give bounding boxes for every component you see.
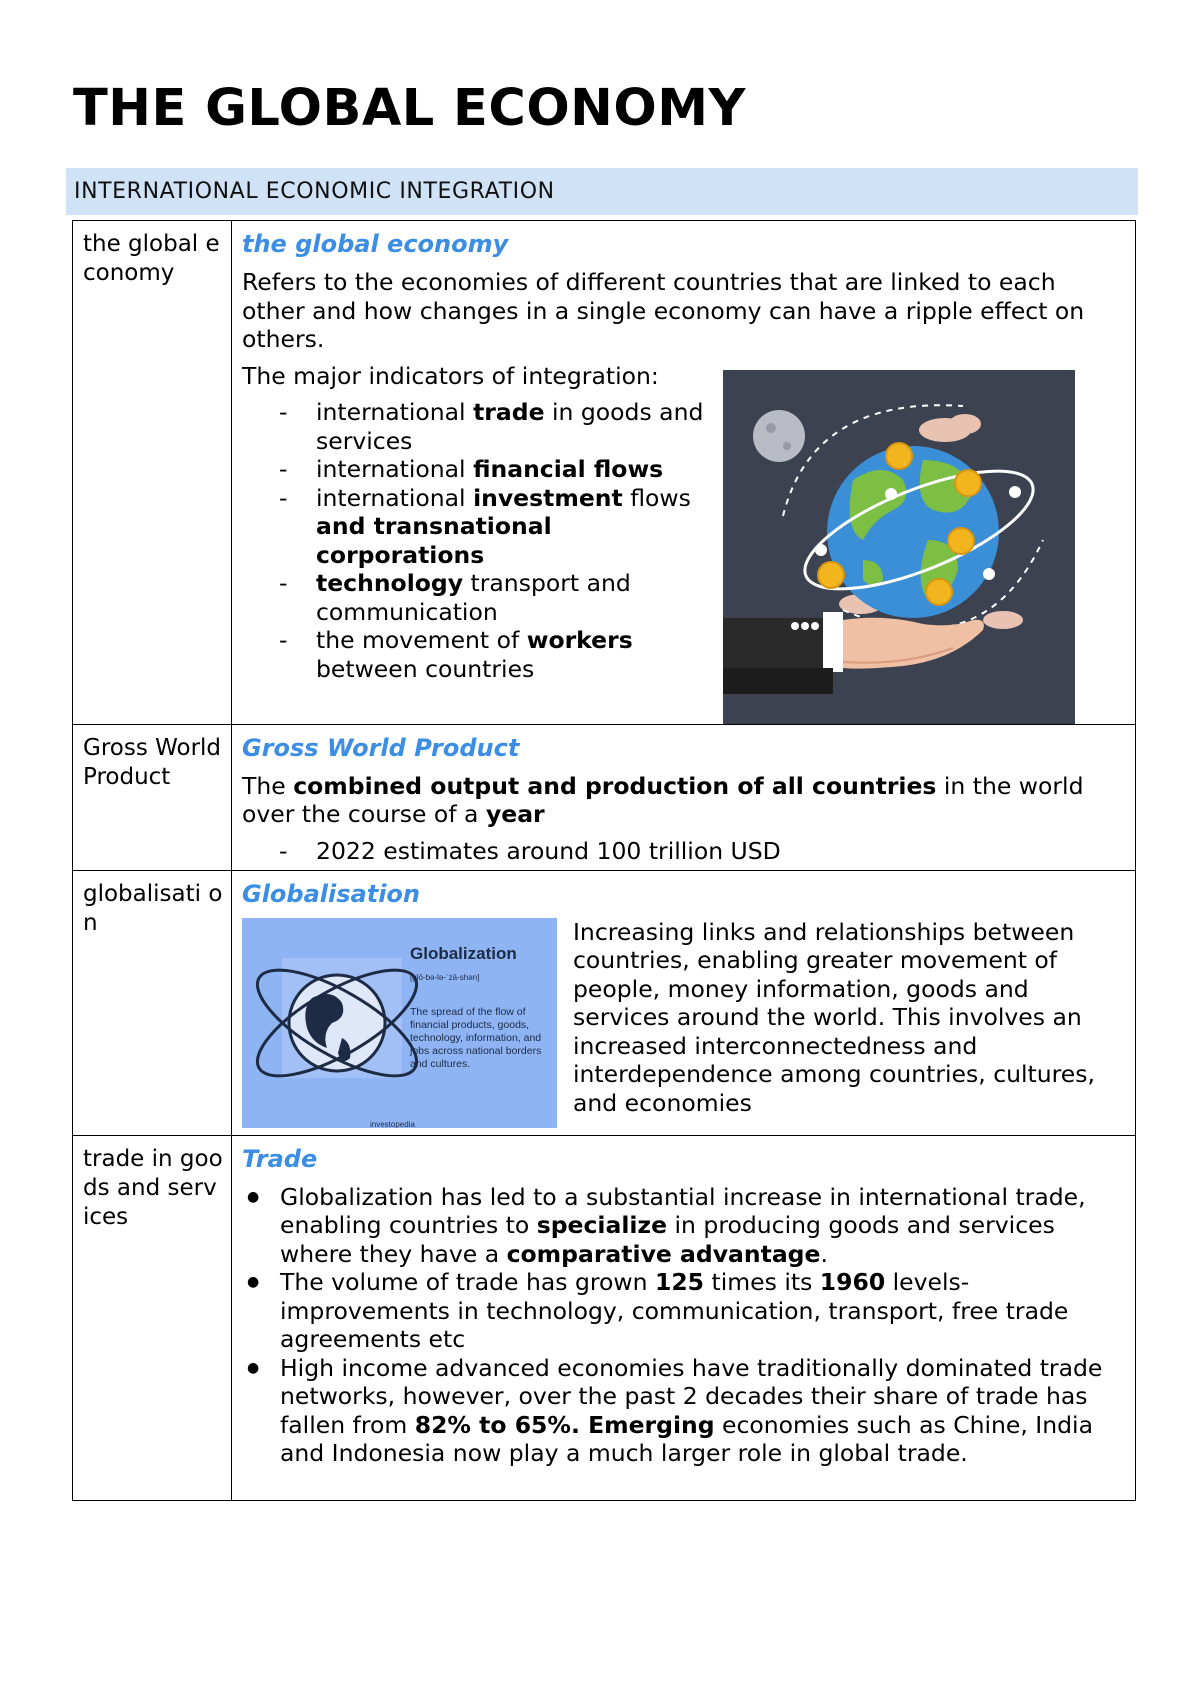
- row-heading: Globalisation: [242, 879, 420, 908]
- indicators-intro: The major indicators of integration:: [242, 361, 659, 390]
- list-item: - international trade in goods and services: [316, 398, 1125, 455]
- list-item: ● Globalization has led to a substantial increase in international trade, enabling countries to specialize in producing goods and services where they have a comparative advantage.: [280, 1183, 1125, 1269]
- list-item: - technology transport and communication: [316, 569, 1125, 626]
- list-item: - 2022 estimates around 100 trillion USD: [316, 837, 1125, 866]
- definition-text: Refers to the economies of different countries that are linked to each other and how changes in a single economy can have a ripple effect on others.: [242, 268, 1085, 353]
- term-cell: Gross World Product: [73, 724, 232, 870]
- card-caption: The spread of the flow of financial products, goods, technology, information, and jobs across national borders and cultures.: [410, 1005, 542, 1070]
- indicators-list: [242, 398, 1125, 683]
- section-heading: INTERNATIONAL ECONOMIC INTEGRATION: [66, 168, 1138, 215]
- page-title: THE GLOBAL ECONOMY: [73, 79, 746, 138]
- list-item: - the movement of workers between countries: [316, 626, 1125, 683]
- table-row: [73, 221, 1136, 725]
- card-title: Globalization: [410, 943, 517, 963]
- list-item: - international financial flows: [316, 455, 1125, 484]
- definition-text: Increasing links and relationships between countries, enabling greater movement of people, money information, goods and services around the world. This involves an increased interconnectedness and interdependence among countries, cultures, and economies: [573, 917, 1095, 1117]
- list-item: ● The volume of trade has grown 125 times its 1960 levels- improvements in technology, communication, transport, free trade agreements etc: [280, 1268, 1125, 1354]
- row-heading: Trade: [242, 1144, 318, 1173]
- list-item: - international investment flows and transnational corporations: [316, 484, 1125, 570]
- trade-list: [242, 1183, 1125, 1468]
- table-row: [73, 724, 1136, 870]
- definition-cell: [232, 221, 1136, 725]
- definition-cell: [232, 870, 1136, 1135]
- term-cell: globalisati on: [73, 870, 232, 1135]
- row-heading: the global economy: [242, 230, 509, 258]
- card-credit: investopedia: [370, 1119, 415, 1128]
- definition-cell: [232, 724, 1136, 870]
- term-cell: the global economy: [73, 221, 232, 725]
- notes-table: [72, 220, 1136, 1501]
- card-pronunciation: [glō-bə-lə-ˈzā-shən]: [410, 972, 480, 982]
- row-heading: Gross World Product: [242, 733, 520, 762]
- table-row: [73, 1135, 1136, 1500]
- definition-cell: [232, 1135, 1136, 1500]
- definition-text: The combined output and production of all countries in the world over the course of a year: [242, 771, 1084, 828]
- term-cell: trade in goods and services: [73, 1135, 232, 1500]
- list-item: ● High income advanced economies have traditionally dominated trade networks, however, over the past 2 decades their share of trade has fallen from 82% to 65%. Emerging economies such as Chine, India and Indonesia now play a much larger role in global trade.: [280, 1354, 1125, 1468]
- gwp-list: [242, 837, 1125, 866]
- globalization-card: [242, 918, 557, 1128]
- table-row: [73, 870, 1136, 1135]
